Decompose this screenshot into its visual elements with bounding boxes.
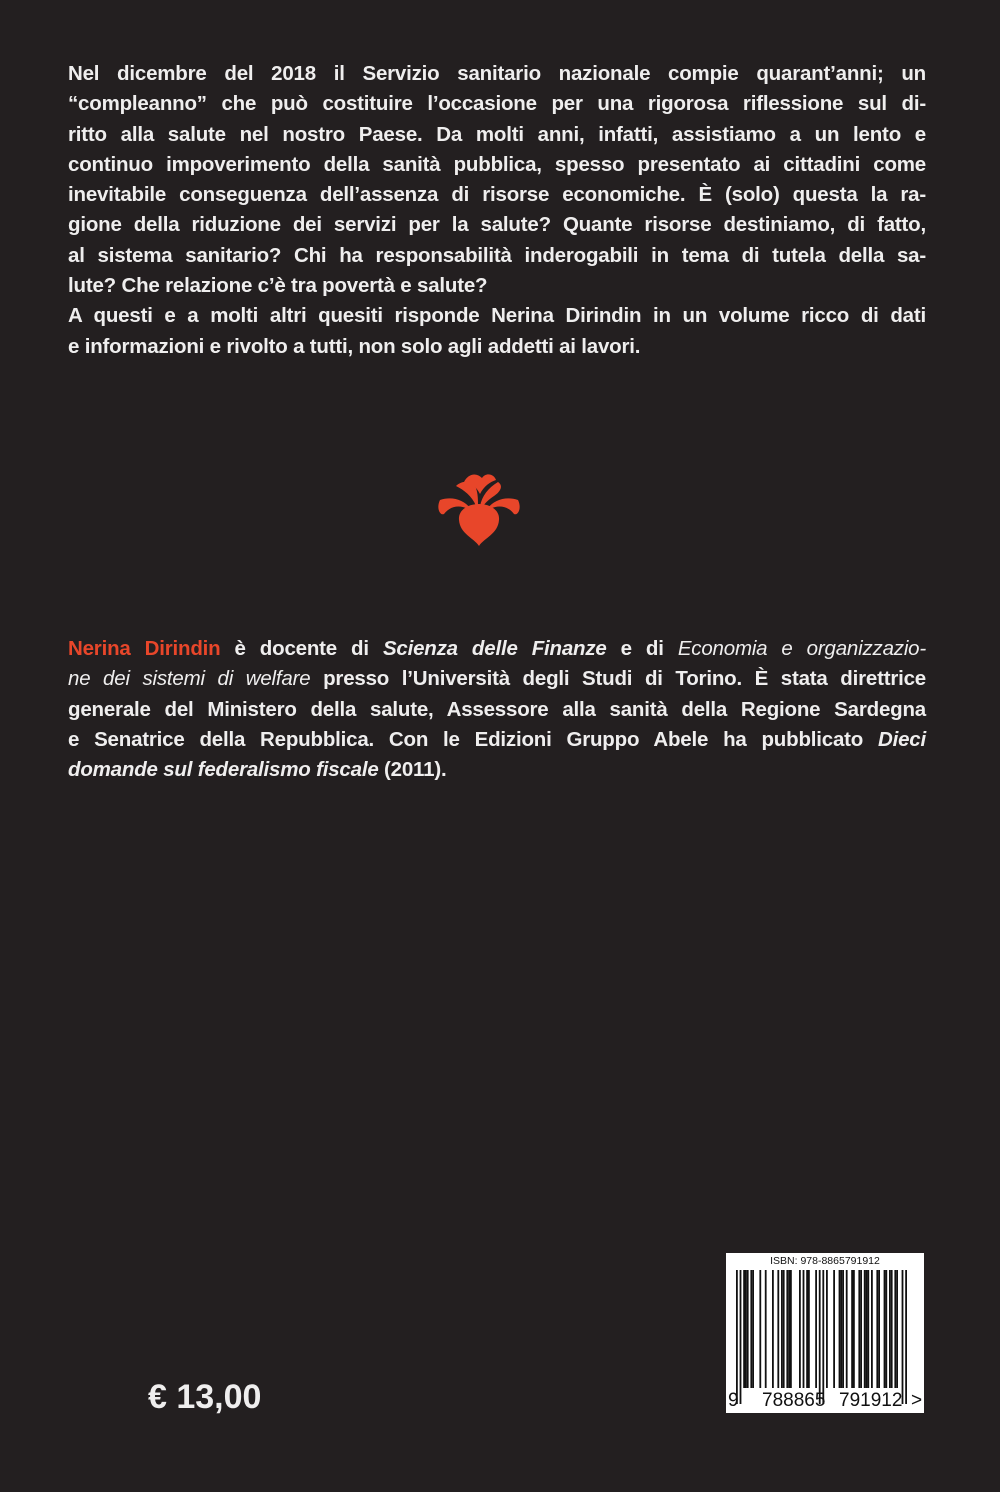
barcode-bar [781,1270,783,1388]
barcode-bar [808,1270,810,1388]
bio-line [68,725,926,755]
barcode-bar [765,1270,767,1388]
barcode-bar [851,1270,853,1388]
barcode-bar [866,1270,868,1388]
author-bio [68,634,926,785]
description-line: lute? Che relazione c’è tra povertà e salute? [68,274,488,298]
barcode-bar [743,1270,745,1388]
barcode-bar [752,1270,754,1388]
barcode-bar [878,1270,880,1388]
book-title: domande sul federalismo fiscale [68,758,379,782]
barcode-bar [736,1270,738,1404]
barcode-bar [860,1270,862,1388]
barcode-bar [876,1270,878,1388]
description-line: al sistema sanitario? Chi ha responsabilità inderogabili in tema di tutela della sa- [68,243,926,267]
barcode-bar [905,1270,907,1404]
barcode-bar [902,1270,904,1404]
book-description [68,59,926,362]
barcode-bar [885,1270,887,1388]
course-title: ne dei sistemi di welfare [68,667,311,691]
description-line: A questi e a molti altri quesiti risponde Nerina Dirindin in un volume ricco di dati [68,304,926,328]
barcode-bar [826,1270,828,1388]
barcode-bar [846,1270,848,1388]
barcode-bar [747,1270,749,1388]
barcode-bar [840,1270,842,1388]
barcode-bar [833,1270,835,1388]
barcode-bar [783,1270,785,1388]
barcode-bar [858,1270,860,1388]
description-line: e informazioni e rivolto a tutti, non solo agli addetti ai lavori. [68,334,641,358]
barcode-bar [750,1270,752,1388]
barcode-bar [853,1270,855,1388]
barcode-bar [884,1270,886,1388]
description-line: inevitabile conseguenza dell’assenza di risorse economiche. È (solo) questa la ra- [68,183,926,207]
barcode-bar [759,1270,761,1388]
barcode-bar [864,1270,866,1388]
barcode-bar [822,1270,824,1404]
bio-text: (2011). [378,758,447,782]
description-line: ritto alla salute nel nostro Paese. Da molti anni, infatti, assistiamo a un lento e [68,122,926,146]
barcode-bars [736,1270,916,1404]
description-line: Nel dicembre del 2018 il Servizio sanitario nazionale compie quarant’anni; un [68,62,926,85]
course-title: Economia e organizzazio- [677,637,926,660]
barcode-bar [894,1270,896,1388]
bio-line [68,664,926,694]
barcode-bar [788,1270,790,1388]
bio-text: è docente di [220,637,383,660]
isbn-barcode [726,1253,924,1413]
barcode-bar [799,1270,801,1388]
bio-line: generale del Ministero della salute, Assessore alla sanità della Regione Sardegna [68,697,926,721]
barcode-bar [819,1270,821,1404]
description-line: “compleanno” che può costituire l’occasione per una rigorosa riflessione sul di- [68,92,926,116]
barcode-bar [867,1270,869,1388]
isbn-label: ISBN: 978-8865791912 [770,1255,880,1267]
description-line: continuo impoverimento della sanità pubblica, spesso presentato ai cittadini come [68,152,926,176]
barcode-bar [803,1270,805,1388]
barcode-bar [777,1270,779,1388]
barcode-bar [896,1270,898,1388]
barcode-bar [772,1270,774,1388]
book-title: Scienza delle Finanze [382,637,607,660]
bio-line [68,634,926,664]
price: € 13,00 [148,1378,262,1416]
bio-text: e di [606,637,678,660]
barcode-bar [806,1270,808,1388]
barcode-bar [740,1270,742,1404]
barcode-marker: > [911,1390,923,1411]
description-line: gione della riduzione dei servizi per la salute? Quante risorse destiniamo, di fatto, [68,213,926,237]
barcode-bar [786,1270,788,1388]
barcode-bar [891,1270,893,1388]
barcode-first-digit: 9 [728,1390,739,1411]
barcode-bar [745,1270,747,1388]
barcode-left-digits: 788865 [762,1390,826,1411]
barcode-bar [842,1270,844,1388]
bio-text: e Senatrice della Repubblica. Con le Edizioni Gruppo Abele ha pubblicato [68,727,878,751]
bio-text: presso l’Università degli Studi di Torino. È stata direttrice [310,667,927,691]
book-title: Dieci [878,727,926,751]
author-name: Nerina Dirindin [68,637,221,660]
barcode-right-digits: 791912 [839,1390,903,1411]
beet-icon [434,468,524,548]
bio-line [68,755,926,785]
barcode-bar [790,1270,792,1388]
barcode-bar [871,1270,873,1388]
barcode-bar [839,1270,841,1388]
barcode-bar [889,1270,891,1388]
barcode-bar [815,1270,817,1388]
